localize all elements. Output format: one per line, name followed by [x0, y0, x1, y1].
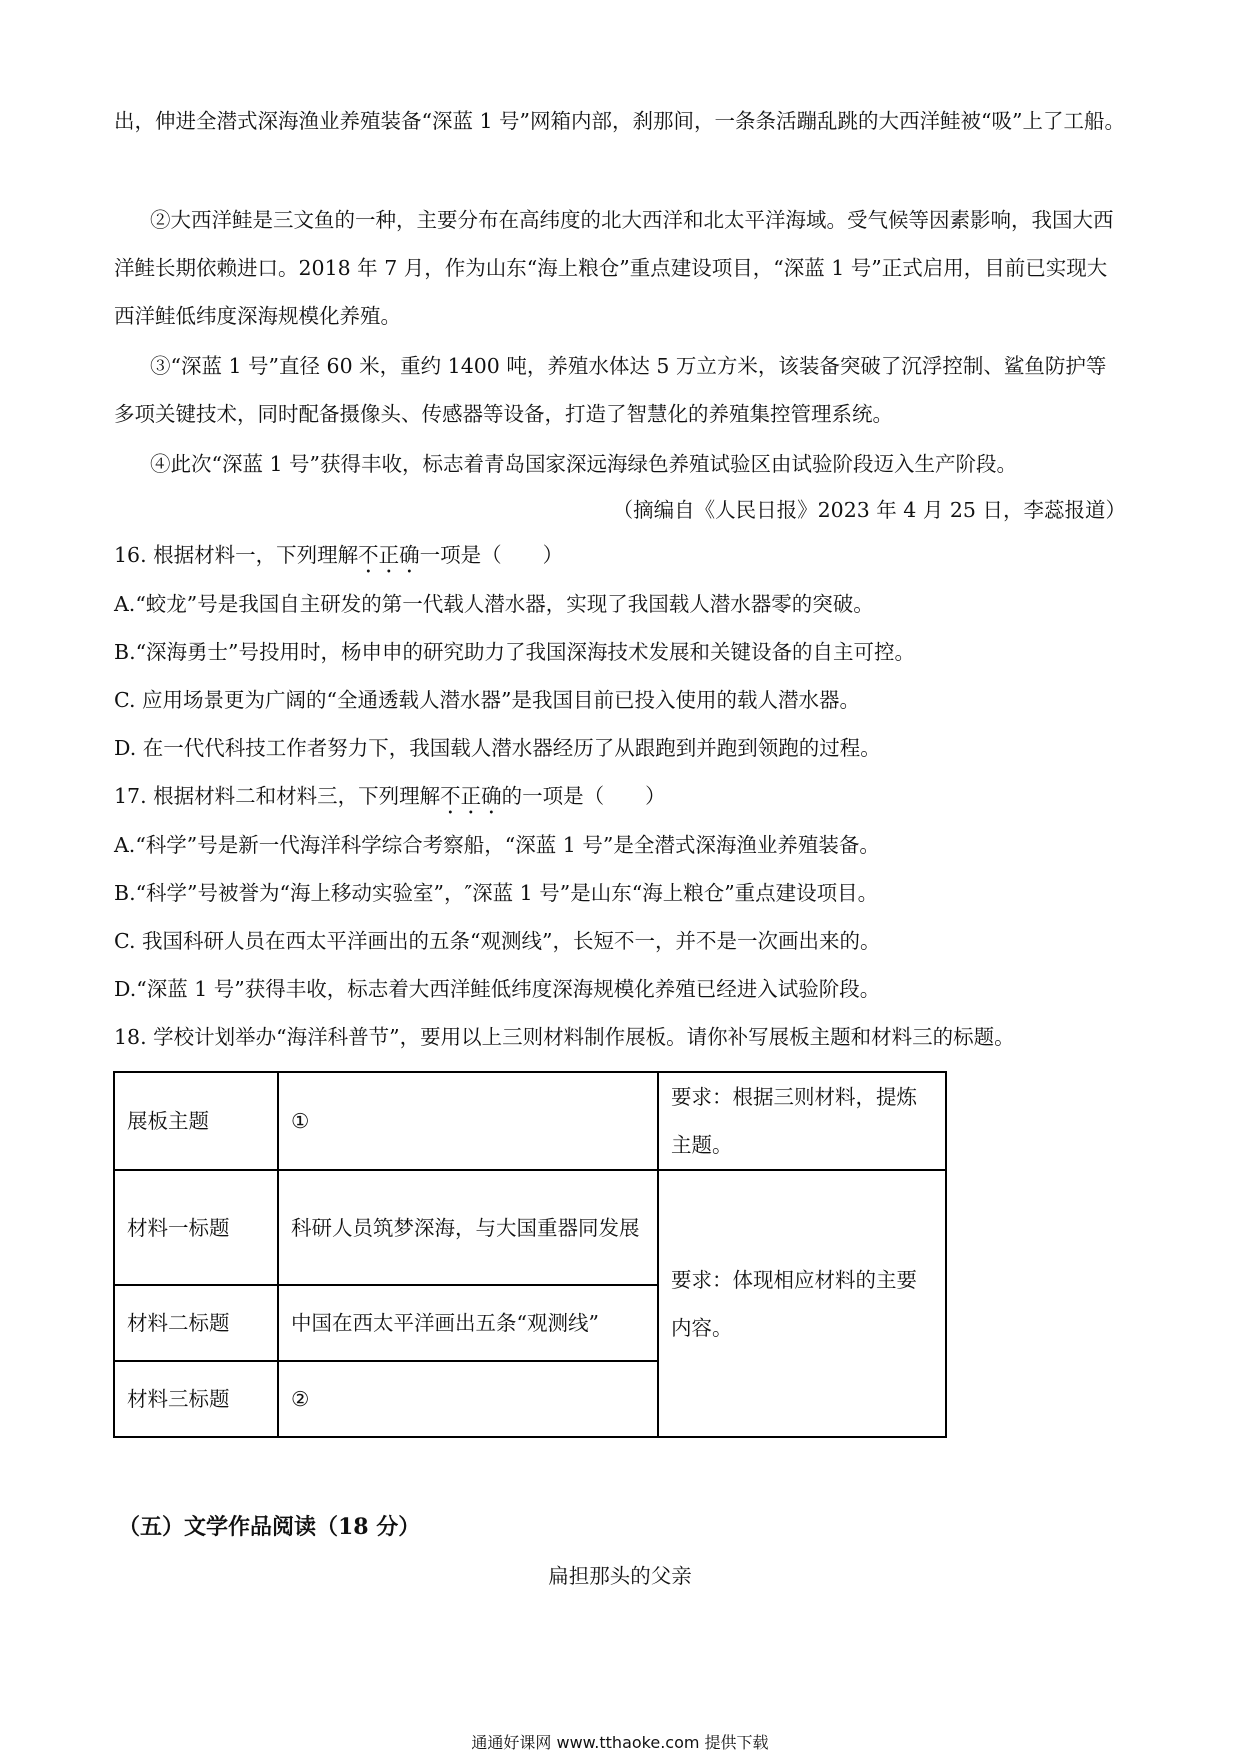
question-16-option-a: A.“蛟龙”号是我国自主研发的第一代载人潜水器，实现了我国载人潜水器零的突破。 — [114, 592, 874, 616]
row-label-material1: 材料一标题 — [114, 1170, 278, 1285]
question-18-stem: 18. 学校计划举办“海洋科普节”，要用以上三则材料制作展板。请你补写展板主题和材料三的标题。 — [114, 1025, 1015, 1049]
material3-paragraph-2: ②大西洋鲑是三文鱼的一种，主要分布在高纬度的北大西洋和北太平洋海域。受气候等因素影响，我国大西洋鲑长期依赖进口。2018 年 7 月，作为山东“海上粮仓”重点建设项目，“深蓝 1 号”正式启用，目前已实现大西洋鲑低纬度深海规模化养殖。 — [114, 208, 1114, 328]
question-17-emphasis: 不正确 — [440, 784, 502, 808]
question-17-stem-start: 17. 根据材料二和材料三，下列理解 — [114, 784, 441, 808]
question-17-option-c: C. 我国科研人员在西太平洋画出的五条“观测线”，长短不一，并不是一次画出来的。 — [114, 929, 881, 953]
question-16-option-b: B.“深海勇士”号投用时，杨申申的研究助力了我国深海技术发展和关键设备的自主可控。 — [114, 640, 916, 664]
table-row — [114, 1072, 946, 1170]
question-16-stem-end: 一项是（ ） — [419, 543, 564, 567]
material3-paragraph-4: ④此次“深蓝 1 号”获得丰收，标志着青岛国家深远海绿色养殖试验区由试验阶段迈入生产阶段。 — [150, 452, 1018, 476]
material3-paragraph-1: 出，伸进全潜式深海渔业养殖装备“深蓝 1 号”网箱内部，刹那间，一条条活蹦乱跳的大西洋鲑被“吸”上了工船。 — [114, 109, 1125, 133]
row-content-theme: ① — [278, 1072, 658, 1170]
question-17-option-b: B.“科学”号被誉为“海上移动实验室”，″深蓝 1 号”是山东“海上粮仓”重点建设项目。 — [114, 881, 879, 905]
question-17-stem — [114, 781, 666, 819]
question-16-stem — [114, 540, 563, 578]
question-17-option-a: A.“科学”号是新一代海洋科学综合考察船，“深蓝 1 号”是全潜式深海渔业养殖装备。 — [114, 833, 880, 857]
question-17-option-d: D.“深蓝 1 号”获得丰收，标志着大西洋鲑低纬度深海规模化养殖已经进入试验阶段。 — [114, 977, 881, 1001]
row-content-material3: ② — [278, 1361, 658, 1437]
exhibition-board-table — [113, 1071, 947, 1438]
material3-paragraph-3: ③“深蓝 1 号”直径 60 米，重约 1400 吨，养殖水体达 5 万立方米，该装备突破了沉浮控制、鲨鱼防护等多项关键技术，同时配备摄像头、传感器等设备，打造了智慧化的养殖集控管理系统。 — [114, 354, 1107, 426]
row-content-material2: 中国在西太平洋画出五条“观测线” — [278, 1285, 658, 1361]
row-label-material3: 材料三标题 — [114, 1361, 278, 1437]
table-row — [114, 1170, 946, 1285]
story-title: 扁担那头的父亲 — [548, 1564, 692, 1588]
question-16-emphasis: 不正确 — [358, 543, 420, 567]
requirement-theme: 要求：根据三则材料，提炼主题。 — [658, 1072, 946, 1170]
material3-source: （摘编自《人民日报》2023 年 4 月 25 日，李蕊报道） — [612, 498, 1126, 522]
requirement-titles: 要求：体现相应材料的主要内容。 — [658, 1170, 946, 1437]
page-footer: 通通好课网 www.tthaoke.com 提供下载 — [471, 1733, 769, 1752]
question-16-option-d: D. 在一代代科技工作者努力下，我国载人潜水器经历了从跟跑到并跑到领跑的过程。 — [114, 736, 881, 760]
row-label-material2: 材料二标题 — [114, 1285, 278, 1361]
question-16-stem-start: 16. 根据材料一，下列理解 — [114, 543, 359, 567]
section-heading: （五）文学作品阅读（18 分） — [118, 1514, 421, 1540]
question-17-stem-end: 的一项是（ ） — [501, 784, 666, 808]
row-label-theme: 展板主题 — [114, 1072, 278, 1170]
question-16-option-c: C. 应用场景更为广阔的“全通透载人潜水器”是我国目前已投入使用的载人潜水器。 — [114, 688, 860, 712]
row-content-material1: 科研人员筑梦深海，与大国重器同发展 — [278, 1170, 658, 1285]
